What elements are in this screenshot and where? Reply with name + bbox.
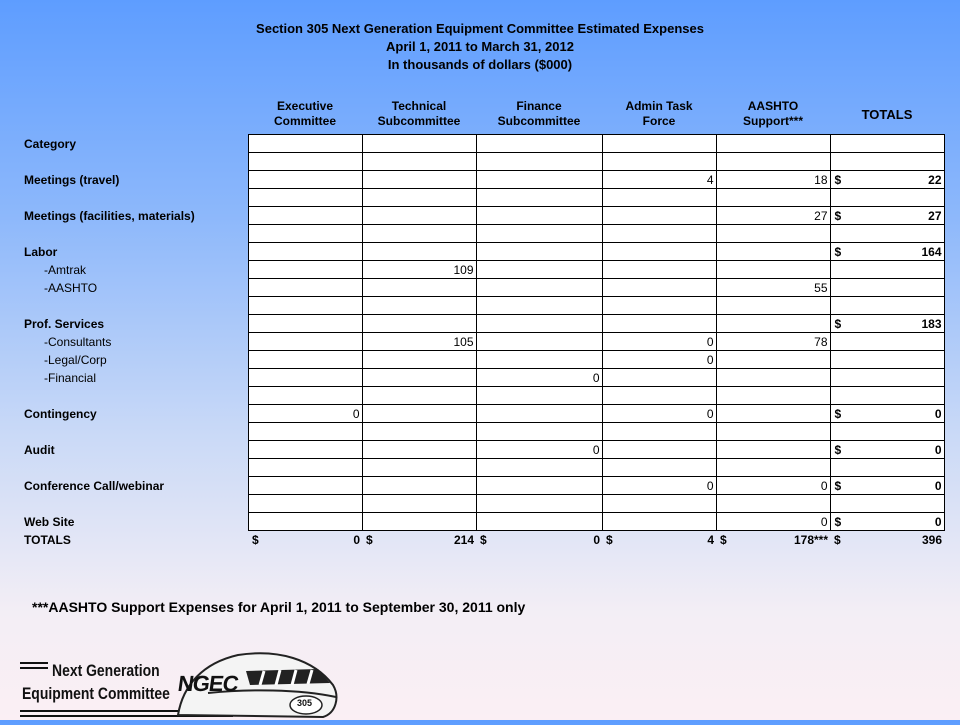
table-cell <box>362 297 476 315</box>
logo-text-line1: Next Generation <box>52 661 160 680</box>
header-executive-committee <box>248 95 362 133</box>
table-cell <box>476 153 602 171</box>
table-cell <box>476 351 602 369</box>
table-cell <box>602 459 716 477</box>
table-cell <box>248 477 362 495</box>
currency-symbol: $ <box>834 478 842 493</box>
table-cell <box>476 513 602 531</box>
table-row <box>24 153 944 171</box>
header-executive-line1: Executive <box>276 99 334 113</box>
table-row <box>24 207 944 225</box>
table-cell: 0 <box>716 477 830 495</box>
table-cell <box>476 297 602 315</box>
table-cell <box>362 423 476 441</box>
table-cell <box>830 477 944 495</box>
header-technical-line2: Subcommittee <box>377 114 461 128</box>
table-row <box>24 225 944 243</box>
cell-value: 22 <box>928 172 942 187</box>
table-cell <box>362 459 476 477</box>
table-cell <box>716 405 830 423</box>
table-row <box>24 261 944 279</box>
total-cell <box>362 531 476 549</box>
table-row <box>24 441 944 459</box>
table-cell <box>602 315 716 333</box>
table-cell <box>362 495 476 513</box>
title-line-1: Section 305 Next Generation Equipment Committee Estimated Expenses <box>256 21 704 36</box>
row-label: -Legal/Corp <box>44 352 107 367</box>
table-row <box>24 351 944 369</box>
table-cell: 109 <box>362 261 476 279</box>
table-cell <box>830 423 944 441</box>
table-cell <box>602 495 716 513</box>
table-row <box>24 459 944 477</box>
table-cell: 105 <box>362 333 476 351</box>
table-cell <box>830 189 944 207</box>
table-cell <box>716 369 830 387</box>
header-technical-line1: Technical <box>391 99 447 113</box>
total-cell <box>716 531 830 549</box>
currency-symbol: $ <box>252 532 259 547</box>
header-executive-line2: Committee <box>273 114 336 128</box>
table-cell <box>248 513 362 531</box>
total-cell <box>248 531 362 549</box>
table-row <box>24 243 944 261</box>
cell-value: 164 <box>921 244 942 259</box>
table-cell <box>716 261 830 279</box>
header-finance-line1: Finance <box>516 99 562 113</box>
total-cell <box>602 531 716 549</box>
header-aashto-support <box>716 95 830 133</box>
currency-symbol: $ <box>720 532 727 547</box>
row-label: -AASHTO <box>44 280 98 295</box>
row-label: Conference Call/webinar <box>24 478 165 493</box>
table-cell <box>830 279 944 297</box>
table-cell <box>248 441 362 459</box>
table-cell <box>476 315 602 333</box>
title-line-3: In thousands of dollars ($000) <box>387 57 573 72</box>
table-cell <box>830 405 944 423</box>
table-cell <box>476 171 602 189</box>
row-label <box>24 387 248 405</box>
table-cell <box>602 297 716 315</box>
table-cell: 55 <box>716 279 830 297</box>
table-cell <box>476 495 602 513</box>
table-cell <box>830 333 944 351</box>
table-cell <box>602 189 716 207</box>
table-cell <box>248 261 362 279</box>
currency-symbol: $ <box>834 442 842 457</box>
table-cell <box>716 135 830 153</box>
table-row <box>24 315 944 333</box>
table-cell <box>830 171 944 189</box>
table-cell <box>362 513 476 531</box>
table-cell <box>716 459 830 477</box>
row-label <box>24 225 248 243</box>
table-cell <box>362 369 476 387</box>
table-cell <box>362 387 476 405</box>
cell-value: 183 <box>921 316 942 331</box>
table-cell: 0 <box>476 369 602 387</box>
table-row <box>24 513 944 531</box>
table-row <box>24 135 944 153</box>
total-value: 178*** <box>793 532 828 547</box>
table-cell: 78 <box>716 333 830 351</box>
table-row <box>24 171 944 189</box>
table-cell <box>248 297 362 315</box>
header-aashto-line1: AASHTO <box>747 99 799 113</box>
currency-symbol: $ <box>834 514 842 529</box>
table-cell <box>716 351 830 369</box>
table-cell <box>362 171 476 189</box>
expenses-table <box>24 134 945 549</box>
table-cell <box>602 423 716 441</box>
table-row <box>24 279 944 297</box>
title-line-2: April 1, 2011 to March 31, 2012 <box>386 39 574 54</box>
table-cell <box>716 387 830 405</box>
total-value: 214 <box>453 532 474 547</box>
table-cell <box>476 387 602 405</box>
table-cell <box>830 243 944 261</box>
table-row <box>24 423 944 441</box>
table-row <box>24 333 944 351</box>
table-cell <box>248 243 362 261</box>
table-cell <box>362 153 476 171</box>
table-cell <box>248 369 362 387</box>
table-cell <box>362 477 476 495</box>
row-label: Prof. Services <box>24 316 105 331</box>
table-cell <box>362 441 476 459</box>
row-label: Contingency <box>24 406 97 421</box>
cell-value: 0 <box>934 406 942 421</box>
table-cell <box>716 153 830 171</box>
currency-symbol: $ <box>834 532 841 547</box>
total-cell <box>476 531 602 549</box>
row-label: Category <box>24 136 77 151</box>
header-finance-subcommittee <box>476 95 602 133</box>
cell-value: 0 <box>934 514 942 529</box>
currency-symbol: $ <box>606 532 613 547</box>
table-cell <box>476 261 602 279</box>
table-cell <box>830 387 944 405</box>
table-cell <box>830 513 944 531</box>
row-label: Meetings (facilities, materials) <box>24 208 195 223</box>
row-label <box>24 459 248 477</box>
table-row <box>24 297 944 315</box>
row-label <box>24 189 248 207</box>
table-cell <box>476 333 602 351</box>
table-row <box>24 189 944 207</box>
currency-symbol: $ <box>834 208 842 223</box>
table-cell <box>476 189 602 207</box>
table-row <box>24 369 944 387</box>
currency-symbol: $ <box>834 316 842 331</box>
table-cell <box>476 477 602 495</box>
table-cell <box>602 225 716 243</box>
logo-badge: NGEC <box>176 671 240 696</box>
table-cell <box>602 207 716 225</box>
table-cell: 0 <box>602 405 716 423</box>
table-cell <box>248 135 362 153</box>
table-cell <box>476 243 602 261</box>
header-admin-task-force <box>602 95 716 133</box>
table-cell <box>830 441 944 459</box>
table-cell <box>830 207 944 225</box>
total-value: 0 <box>353 532 360 547</box>
table-cell <box>716 243 830 261</box>
cell-value: 0 <box>934 442 942 457</box>
table-cell <box>602 243 716 261</box>
header-totals: TOTALS <box>861 106 913 122</box>
table-cell <box>602 135 716 153</box>
table-row <box>24 477 944 495</box>
cell-value: 0 <box>934 478 942 493</box>
table-cell <box>602 369 716 387</box>
table-cell <box>476 405 602 423</box>
table-cell <box>248 225 362 243</box>
table-cell <box>716 315 830 333</box>
table-cell: 0 <box>602 351 716 369</box>
table-cell <box>602 153 716 171</box>
table-cell <box>362 351 476 369</box>
cell-value: 27 <box>928 208 942 223</box>
table-cell <box>602 441 716 459</box>
header-technical-subcommittee <box>362 95 476 133</box>
currency-symbol: $ <box>834 406 842 421</box>
table-cell <box>248 333 362 351</box>
table-row <box>24 387 944 405</box>
table-cell <box>602 279 716 297</box>
table-cell <box>476 207 602 225</box>
table-cell <box>248 423 362 441</box>
row-label: -Amtrak <box>44 262 86 277</box>
table-cell <box>716 189 830 207</box>
logo-number: 305 <box>297 698 313 708</box>
table-row <box>24 405 944 423</box>
ngec-logo <box>18 645 348 720</box>
row-label <box>24 495 248 513</box>
currency-symbol: $ <box>834 172 842 187</box>
table-cell: 4 <box>602 171 716 189</box>
table-cell <box>830 153 944 171</box>
row-label <box>24 153 248 171</box>
table-cell <box>248 171 362 189</box>
totals-row <box>24 531 944 549</box>
table-cell <box>476 423 602 441</box>
table-cell <box>362 243 476 261</box>
table-cell <box>830 351 944 369</box>
row-label: Meetings (travel) <box>24 172 120 187</box>
table-cell <box>716 441 830 459</box>
table-cell <box>830 135 944 153</box>
table-cell <box>716 423 830 441</box>
header-admin-line2: Force <box>642 114 676 128</box>
table-cell <box>362 189 476 207</box>
table-cell <box>362 225 476 243</box>
table-cell <box>830 369 944 387</box>
table-cell <box>248 387 362 405</box>
table-cell: 27 <box>716 207 830 225</box>
row-label: -Financial <box>44 370 97 385</box>
row-label: -Consultants <box>44 334 112 349</box>
table-cell <box>830 297 944 315</box>
header-admin-line1: Admin Task <box>625 99 693 113</box>
total-value: 0 <box>593 532 600 547</box>
logo-text-line2: Equipment Committee <box>22 684 170 703</box>
footnote: ***AASHTO Support Expenses for April 1, 2011 to September 30, 2011 only <box>32 599 526 615</box>
table-cell <box>830 315 944 333</box>
table-cell <box>248 351 362 369</box>
table-cell <box>362 135 476 153</box>
table-cell <box>830 261 944 279</box>
row-label <box>24 297 248 315</box>
table-cell <box>476 279 602 297</box>
table-cell <box>248 459 362 477</box>
table-cell <box>362 315 476 333</box>
table-cell: 0 <box>602 333 716 351</box>
currency-symbol: $ <box>834 244 842 259</box>
table-cell <box>248 153 362 171</box>
table-cell <box>362 405 476 423</box>
table-row <box>24 495 944 513</box>
table-cell <box>716 225 830 243</box>
table-cell <box>362 207 476 225</box>
row-label: Audit <box>24 442 55 457</box>
table-cell <box>830 225 944 243</box>
table-cell: 18 <box>716 171 830 189</box>
currency-symbol: $ <box>366 532 373 547</box>
table-cell <box>476 225 602 243</box>
table-cell <box>362 279 476 297</box>
table-cell <box>248 279 362 297</box>
currency-symbol: $ <box>480 532 487 547</box>
table-cell <box>830 459 944 477</box>
row-label <box>24 423 248 441</box>
total-cell <box>830 531 944 549</box>
table-cell <box>602 261 716 279</box>
table-cell: 0 <box>476 441 602 459</box>
row-label: Labor <box>24 244 58 259</box>
table-cell <box>248 495 362 513</box>
table-cell <box>830 495 944 513</box>
table-cell <box>248 315 362 333</box>
header-finance-line2: Subcommittee <box>497 114 581 128</box>
table-cell: 0 <box>248 405 362 423</box>
table-cell <box>716 495 830 513</box>
table-cell <box>602 387 716 405</box>
table-cell <box>476 459 602 477</box>
header-aashto-line2: Support*** <box>743 114 803 128</box>
table-cell <box>476 135 602 153</box>
table-cell <box>602 513 716 531</box>
table-cell <box>248 189 362 207</box>
table-cell: 0 <box>716 513 830 531</box>
table-cell <box>248 207 362 225</box>
totals-label: TOTALS <box>24 532 71 547</box>
table-cell <box>716 297 830 315</box>
row-label: Web Site <box>24 514 75 529</box>
table-cell: 0 <box>602 477 716 495</box>
total-value: 4 <box>707 532 714 547</box>
total-value: 396 <box>921 532 942 547</box>
